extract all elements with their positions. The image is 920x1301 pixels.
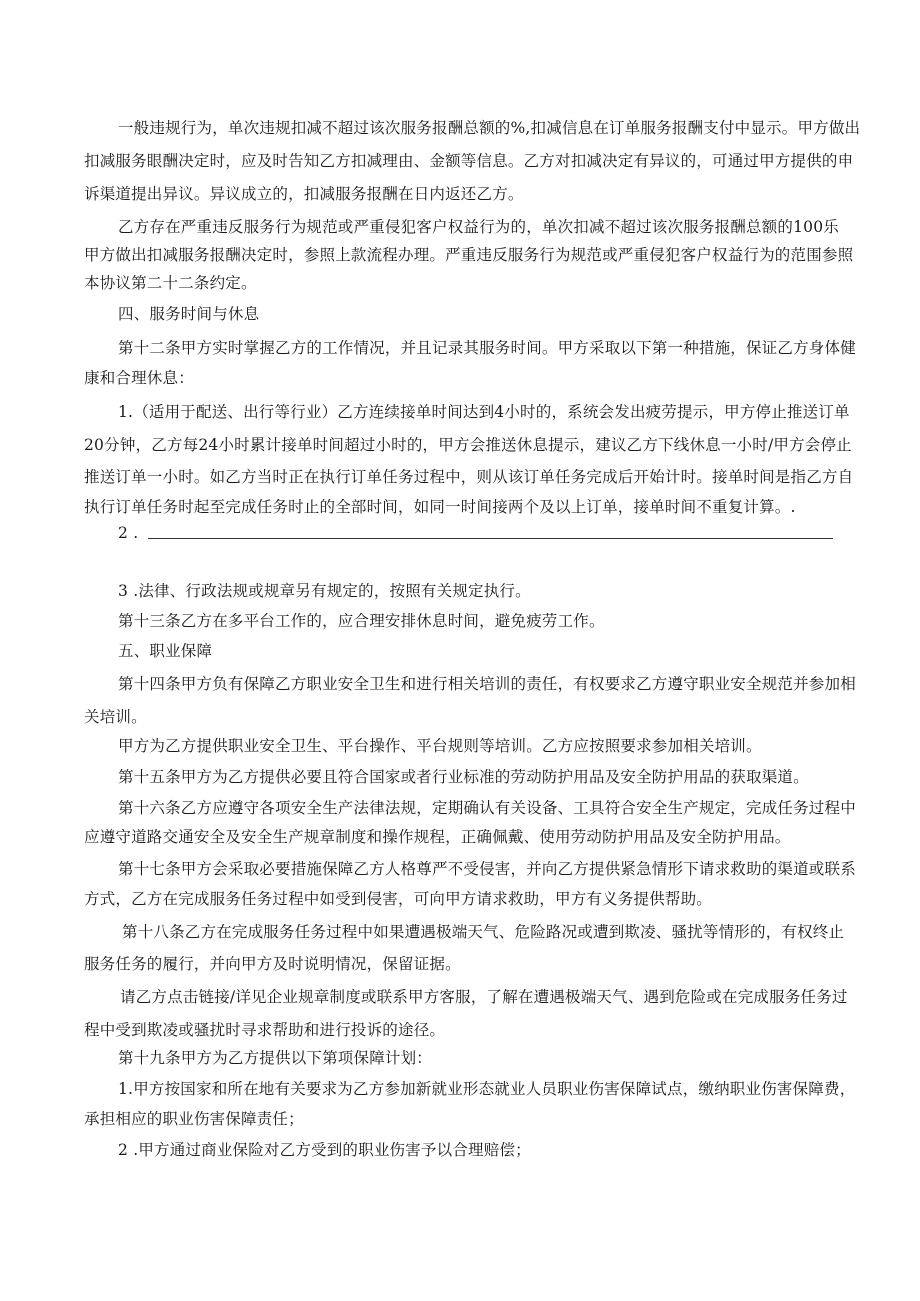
paragraph-line: 请乙方点击链接/详见企业规章制度或联系甲方客服，了解在遭遇极端天气、遇到危险或在完成服务任务过: [120, 988, 848, 1006]
paragraph-line: 第十九条甲方为乙方提供以下第项保障计划：: [118, 1049, 433, 1067]
paragraph-line: 20分钟，乙方每24小时累计接单时间超过小时的，甲方会推送休息提示，建议乙方下线休息一小时/甲方会停止: [84, 436, 852, 454]
paragraph-line: 一般违规行为，单次违规扣减不超过该次服务报酬总额的%,扣减信息在订单服务报酬支付中显示。甲方做出: [118, 119, 861, 137]
paragraph-line: 关培训。: [84, 708, 147, 726]
paragraph-line: 第十五条甲方为乙方提供必要且符合国家或者行业标准的劳动防护用品及安全防护用品的获取渠道。: [118, 768, 809, 786]
paragraph-line: 第十八条乙方在完成服务任务过程中如果遭遇极端天气、危险路况或遭到欺凌、骚扰等情形的，有权终止: [122, 923, 845, 941]
paragraph-line: 执行订单任务时起至完成任务时止的全部时间，如同一时间接两个及以上订单，接单时间不重复计算。.: [84, 498, 796, 516]
paragraph-line: 乙方存在严重违反服务行为规范或严重侵犯客户权益行为的，单次扣减不超过该次服务报酬总额的100乐: [118, 218, 839, 236]
paragraph-line: 诉渠道提出异议。异议成立的，扣减服务报酬在日内返还乙方。: [84, 185, 524, 203]
paragraph-line: 第十四条甲方负有保障乙方职业安全卫生和进行相关培训的责任，有权要求乙方遵守职业安全规范并参加相: [118, 675, 856, 693]
list-item-number: 2 .: [118, 524, 139, 542]
paragraph-line: 第十三条乙方在多平台工作的，应合理安排休息时间，避免疲劳工作。: [118, 612, 605, 630]
list-item: 2 .甲方通过商业保险对乙方受到的职业伤害予以合理赔偿；: [118, 1141, 531, 1159]
section-heading: 四、服务时间与休息: [118, 305, 260, 323]
paragraph-line: 第十七条甲方会采取必要措施保障乙方人格尊严不受侵害，并向乙方提供紧急情形下请求救助的渠道或联系: [118, 860, 856, 878]
paragraph-line: 甲方为乙方提供职业安全卫生、平台操作、平台规则等培训。乙方应按照要求参加相关培训。: [118, 737, 762, 755]
paragraph-line: 甲方做出扣减服务报酬决定时，参照上款流程办理。严重违反服务行为规范或严重侵犯客户权益行为的范围参照: [84, 246, 854, 264]
paragraph-line: 应遵守道路交通安全及安全生产规章制度和操作规程，正确佩戴、使用劳动防护用品及安全防护用品。: [84, 828, 791, 846]
paragraph-line: 本协议第二十二条约定。: [84, 274, 257, 292]
paragraph-line: 方式，乙方在完成服务任务过程中如受到侵害，可向甲方请求救助，甲方有义务提供帮助。: [84, 890, 713, 908]
paragraph-line: 推送订单一小时。如乙方当时正在执行订单任务过程中，则从该订单任务完成后开始计时。接单时间是指乙方自: [84, 468, 854, 486]
paragraph-line: 程中受到欺凌或骚扰时寻求帮助和进行投诉的途径。: [84, 1021, 446, 1039]
paragraph-line: 第十六条乙方应遵守各项安全生产法律法规，定期确认有关设备、工具符合安全生产规定，完成任务过程中: [118, 799, 856, 817]
paragraph-line: 1.（适用于配送、出行等行业）乙方连续接单时间达到4小时的，系统会发出疲劳提示，甲方停止推送订单: [118, 403, 850, 421]
paragraph-line: 第十二条甲方实时掌握乙方的工作情况，并且记录其服务时间。甲方采取以下第一种措施，保证乙方身体健: [118, 339, 856, 357]
paragraph-line: 康和合理休息：: [84, 369, 194, 387]
list-item: 3 .法律、行政法规或规章另有规定的，按照有关规定执行。: [118, 582, 531, 600]
paragraph-line: 扣减服务眼酬决定时，应及时告知乙方扣减理由、金额等信息。乙方对扣减决定有异议的，可通过甲方提供的申: [84, 152, 854, 170]
fill-in-blank-line: [148, 538, 833, 539]
paragraph-line: 承担相应的职业伤害保障责任；: [84, 1110, 304, 1128]
list-item: 1.甲方按国家和所在地有关要求为乙方参加新就业形态就业人员职业伤害保障试点，缴纳职业伤害保障费，: [118, 1080, 856, 1098]
section-heading: 五、职业保障: [118, 642, 213, 660]
paragraph-line: 服务任务的履行，并向甲方及时说明情况，保留证据。: [84, 955, 461, 973]
